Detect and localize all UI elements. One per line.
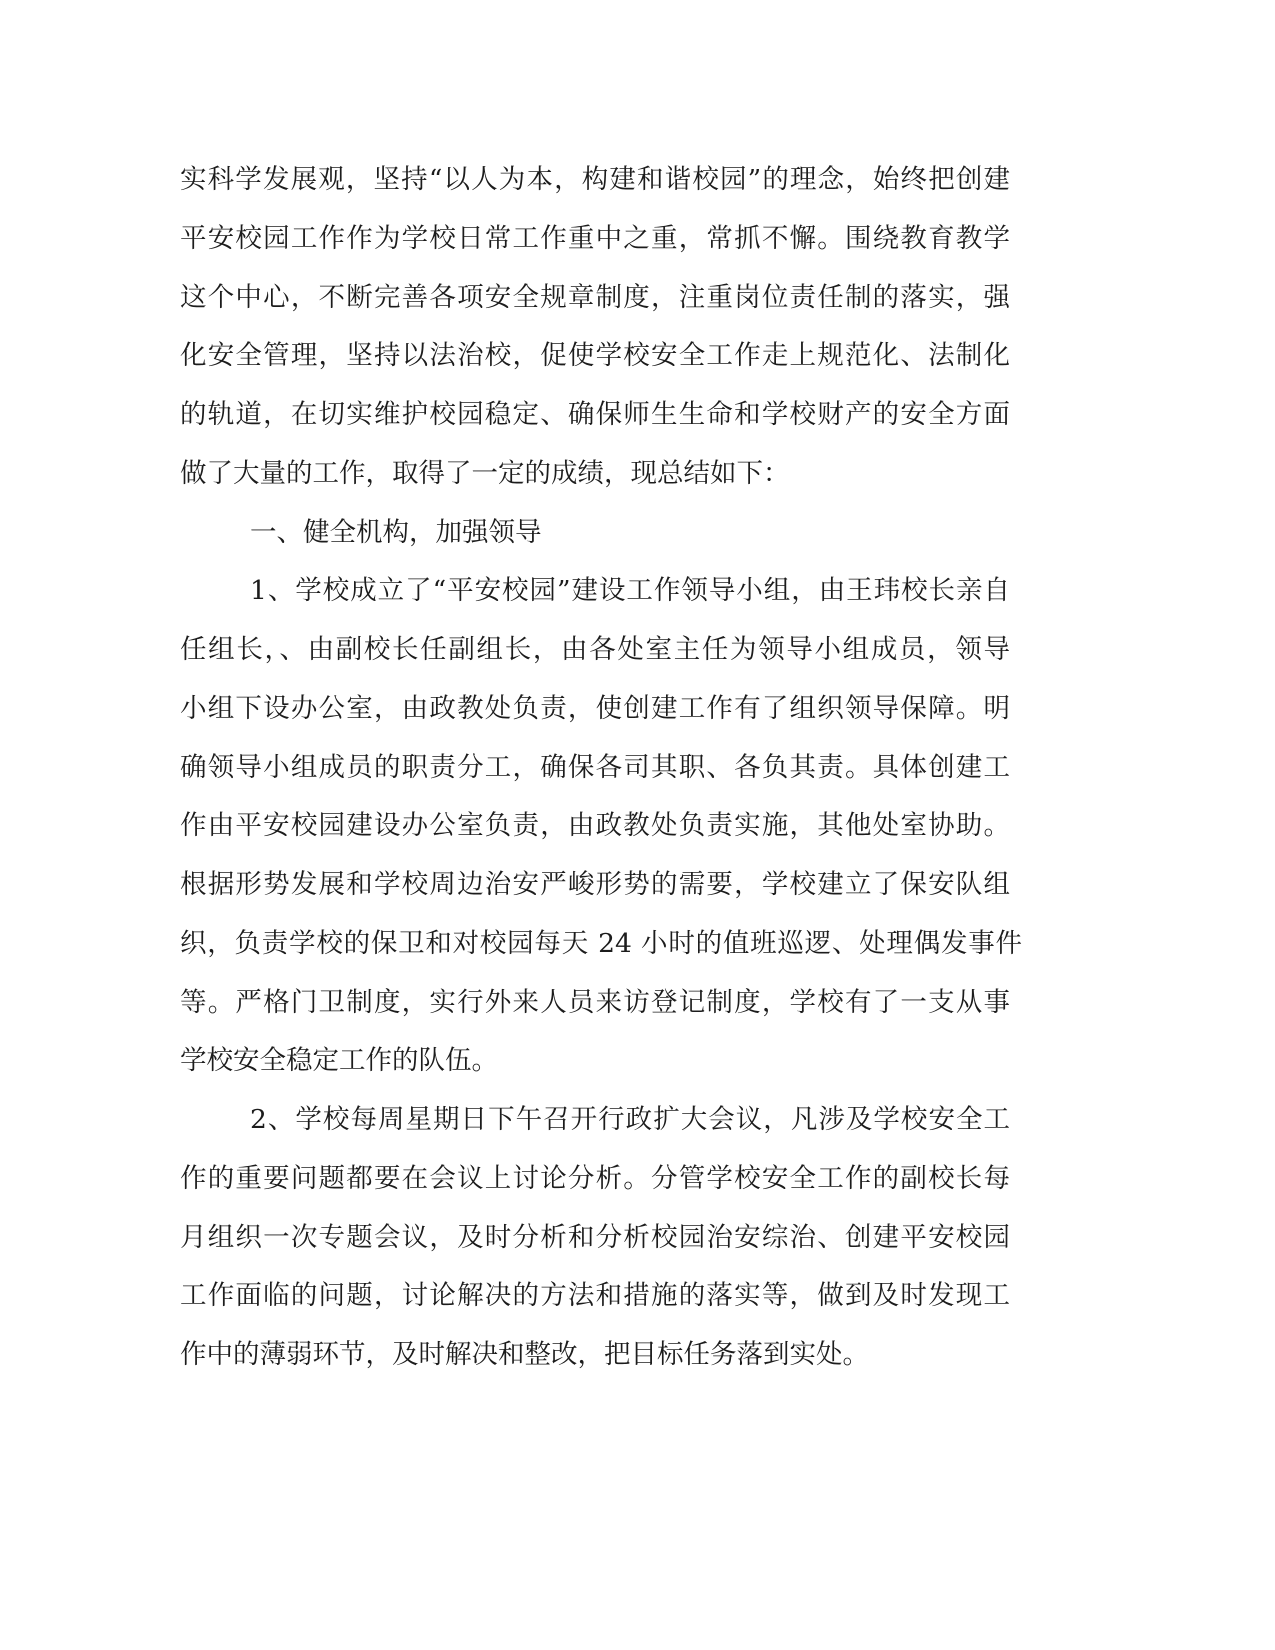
paragraph-line: 1、学校成立了“平安校园”建设工作领导小组，由王玮校长亲自 [250, 575, 1010, 607]
document-body [180, 151, 1022, 1385]
paragraph-line: 小组下设办公室，由政教处负责，使创建工作有了组织领导保障。明 [180, 692, 1010, 724]
paragraph-line: 根据形势发展和学校周边治安严峻形势的需要，学校建立了保安队组 [180, 869, 1010, 900]
paragraph-line: 等。严格门卫制度，实行外来人员来访登记制度，学校有了一支从事 [180, 986, 1010, 1018]
paragraph-line: 作中的薄弱环节，及时解决和整改，把目标任务落到实处。 [180, 1339, 869, 1370]
section-heading: 一、健全机构，加强领导 [250, 516, 542, 548]
paragraph-line: 工作面临的问题，讨论解决的方法和措施的落实等，做到及时发现工 [180, 1280, 1010, 1312]
item-1-paragraph [180, 562, 1022, 1091]
paragraph-line: 任组长，、由副校长任副组长，由各处室主任为领导小组成员，领导 [180, 634, 1010, 665]
section-heading-paragraph [180, 504, 1010, 563]
paragraph-line: 学校安全稳定工作的队伍。 [180, 1045, 498, 1077]
paragraph-line: 平安校园工作作为学校日常工作重中之重，常抓不懈。围绕教育教学 [180, 222, 1010, 254]
paragraph-line: 实科学发展观，坚持“以人为本，构建和谐校园”的理念，始终把创建 [180, 164, 1010, 195]
intro-paragraph [180, 151, 1010, 504]
paragraph-line: 的轨道，在切实维护校园稳定、确保师生生命和学校财产的安全方面 [180, 399, 1010, 430]
paragraph-line: 作由平安校园建设办公室负责，由政教处负责实施，其他处室协助。 [180, 810, 1010, 842]
paragraph-line: 化安全管理，坚持以法治校，促使学校安全工作走上规范化、法制化 [180, 340, 1010, 372]
paragraph-line: 2、学校每周星期日下午召开行政扩大会议，凡涉及学校安全工 [250, 1104, 1010, 1135]
paragraph-line: 作的重要问题都要在会议上讨论分析。分管学校安全工作的副校长每 [180, 1162, 1010, 1194]
paragraph-line: 确领导小组成员的职责分工，确保各司其职、各负其责。具体创建工 [180, 751, 1010, 783]
paragraph-line: 做了大量的工作，取得了一定的成绩，现总结如下： [180, 457, 790, 489]
paragraph-line: 这个中心，不断完善各项安全规章制度，注重岗位责任制的落实，强 [180, 281, 1010, 313]
paragraph-line: 月组织一次专题会议，及时分析和分析校园治安综治、创建平安校园 [180, 1221, 1010, 1253]
item-2-paragraph [180, 1091, 1010, 1385]
paragraph-line: 织，负责学校的保卫和对校园每天 24 小时的值班巡逻、处理偶发事件 [180, 927, 1022, 959]
